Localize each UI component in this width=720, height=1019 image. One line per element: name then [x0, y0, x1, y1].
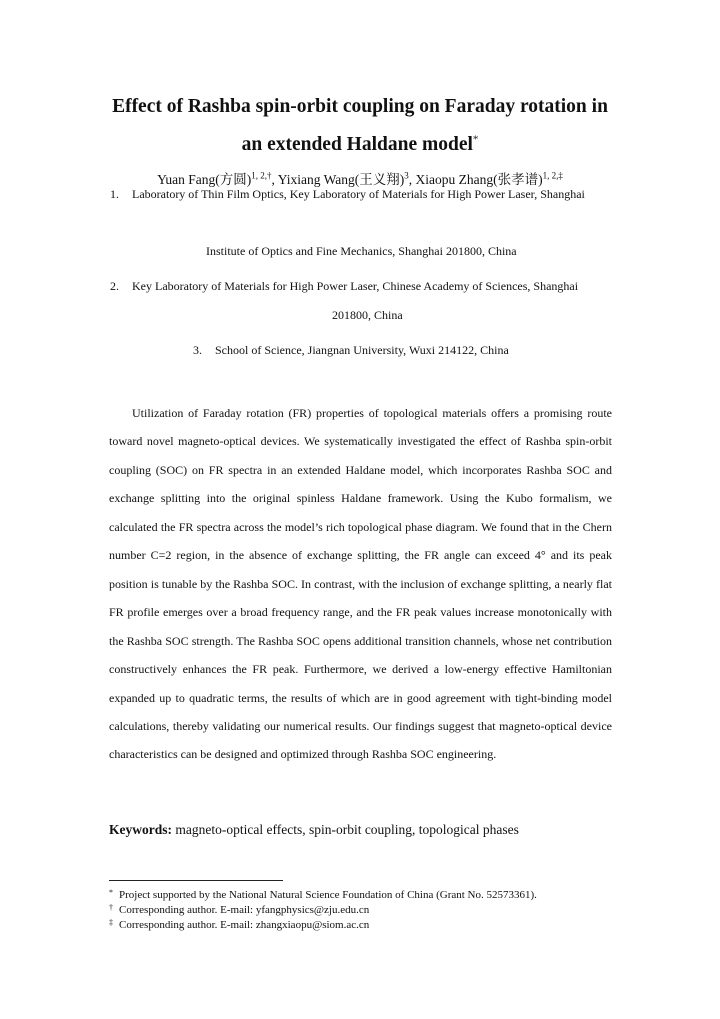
affiliation-number: 1.: [110, 187, 119, 201]
footnote-text: Project supported by the National Natural Science Foundation of China (Grant No. 52573361).: [119, 889, 537, 901]
footnote-text: Corresponding author. E-mail: zhangxiaopu@siom.ac.cn: [119, 919, 370, 931]
author-affiliation-mark: 1, 2,‡: [542, 170, 563, 181]
author-affiliation-mark: 1, 2,†: [251, 170, 272, 181]
affiliation-2-line-2: [332, 309, 403, 321]
author-name: Yixiang Wang(王义翔): [277, 172, 405, 187]
affiliation-text: Institute of Optics and Fine Mechanics, Shanghai 201800, China: [206, 244, 517, 258]
abstract: [109, 399, 612, 769]
affiliation-text: School of Science, Jiangnan University, Wuxi 214122, China: [215, 343, 509, 357]
footnote-corresponding-2: [109, 919, 369, 931]
affiliation-number: 2.: [110, 279, 119, 293]
footnote-divider: [109, 880, 283, 881]
author-list: Yuan Fang(方圆)$^{1, 2,\dagger}$, Yixiang Wang(王义翔)$^3$, Xiaopu Zhang(张孝谱)$^{1, 2,\ddagger}$: [157, 170, 563, 187]
affiliation-text: 201800, China: [332, 308, 403, 322]
affiliation-text: Laboratory of Thin Film Optics, Key Laboratory of Materials for High Power Laser, Shanghai: [132, 187, 585, 201]
keywords-text: magneto-optical effects, spin-orbit coupling, topological phases: [175, 822, 519, 837]
keywords: [109, 823, 519, 837]
affiliation-1-line-1: [110, 188, 585, 200]
title-text-2: an extended Haldane model: [241, 134, 473, 155]
footnote-corresponding-1: [109, 904, 369, 916]
affiliation-2-line-1: [110, 280, 578, 292]
keywords-label: Keywords:: [109, 822, 172, 837]
title-text-1: Effect of Rashba spin-orbit coupling on Faraday rotation in: [112, 96, 608, 117]
footnote-mark: †: [109, 903, 113, 912]
affiliation-1-line-2: [206, 245, 517, 257]
footnote-mark: ‡: [109, 918, 113, 927]
footnote-mark: *: [109, 888, 113, 897]
footnote-funding: [109, 889, 537, 901]
title-footnote-mark: *: [472, 133, 479, 146]
author-affiliation-mark: 3: [404, 170, 409, 181]
affiliation-text: Key Laboratory of Materials for High Power Laser, Chinese Academy of Sciences, Shanghai: [132, 279, 579, 293]
paper-title-line-1: [60, 97, 660, 117]
author-name: Yuan Fang(方圆): [157, 172, 252, 187]
footnote-text: Corresponding author. E-mail: yfangphysics@zju.edu.cn: [119, 904, 370, 916]
paper-title-line-2: [60, 135, 660, 155]
affiliation-3: [193, 344, 509, 356]
abstract-text: Utilization of Faraday rotation (FR) properties of topological materials offers a promising route toward novel magneto-optical devices. We systematically investigated the effect of Rashba spin-orbit coupling (SOC) on FR spectra in an extended Haldane model, which incorporates Rashba SOC and exchange splitting into the original spinless Haldane framework. Using the Kubo formalism, we calculated the FR spectra across the model’s rich topological phase diagram. We found that in the Chern number C=2 region, in the absence of exchange splitting, the FR angle can exceed 4° and its peak position is tunable by the Rashba SOC. In contrast, with the inclusion of exchange splitting, a nearly flat FR profile emerges over a broad frequency range, and the FR peak values increase monotonically with the Rashba SOC strength. The Rashba SOC opens additional transition channels, whose net contribution constructively enhances the FR peak. Furthermore, we derived a low-energy effective Hamiltonian expanded up to quadratic terms, the results of which are in good agreement with tight-binding model calculations, thereby validating our numerical results. Our findings suggest that magneto-optical device characteristics can be designed and optimized through Rashba SOC engineering.: [109, 406, 612, 762]
affiliation-number: 3.: [193, 343, 202, 357]
author-name: Xiaopu Zhang(张孝谱): [415, 172, 543, 187]
